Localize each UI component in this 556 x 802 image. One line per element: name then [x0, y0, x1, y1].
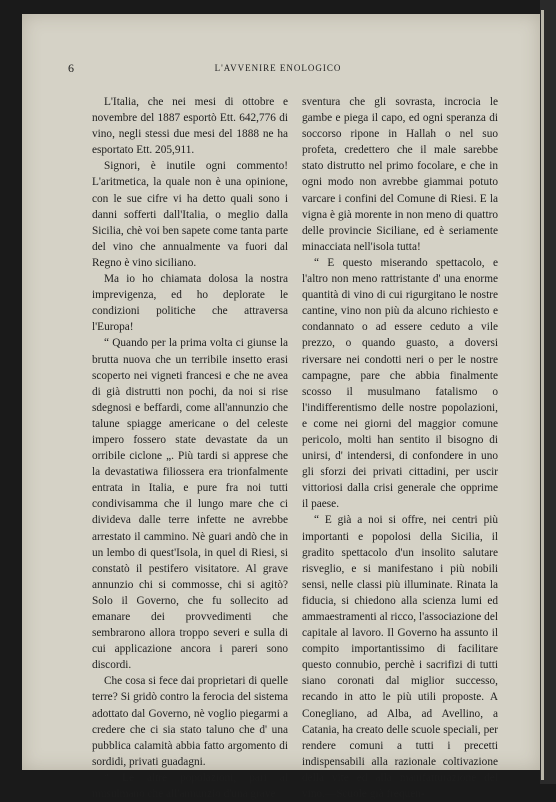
paragraph: Signori, è inutile ogni commento! L'aritmetica, la quale non è una opinione, con le sue cifre vi ha detto quali sono i danni sofferti dall'Italia, o meglio dalla Sicilia, chè voi ben sapete come tanta parte del vino che annualmente va fuori dal Regno è vino siciliano.: [92, 160, 288, 269]
page-edge: [541, 10, 544, 780]
right-column: [302, 94, 498, 802]
page-number: 6: [68, 61, 74, 75]
page-header: [68, 61, 488, 77]
left-column: [92, 94, 288, 802]
paragraph: “ Le altre popolazioni, pari al musulmano che all'annunzio d'una grave: [92, 771, 288, 801]
paragraph: Ma io ho chiamata dolosa la nostra imprevigenza, ed ho deplorate le condizioni politiche che attraversa l'Europa!: [92, 273, 288, 334]
paragraph: sventura che gli sovrasta, incrocia le gambe e piega il capo, ed ogni speranza di soccorso ripone in Hallah o nel suo profeta, credettero che il male sarebbe stato distrutto nel primo focolare, e che in ogni modo non avrebbe giammai potuto varcare i confini del Comune di Riesi. E la vigna è già morente in non meno di quattro delle provincie Siciliane, ed è seriamente minacciata nell'isola tutta!: [302, 96, 498, 253]
paragraph: Che cosa si fece dai proprietari di quelle terre? Si gridò contro la ferocia del sistema adottato dal Governo, nè voglio piegarmi a credere che ci sia stato taluno che d' una pubblica calamità abbia fatto argomento di sordidi, privati guadagni.: [92, 675, 288, 768]
paragraph: “ Quando per la prima volta ci giunse la brutta nuova che un terribile insetto erasi scoperto nei vigneti francesi e che ne avea di già distrutti non pochi, da noi si rise sdegnosi e beffardi, come all'annunzio che talune spiagge americane o del celeste impero fossero state devastate da un orribile ciclone „. Più tardi si apprese che la devastatiwa filiossera era trionfalmente entrata in Italia, e pure fra noi tutti condivisamma che il lungo mare che ci divideva dalle terre infette ne avrebbe arrestato il cammino. Nè guari andò che in un lembo di quest'Isola, in quel di Riesi, si constatò il pestifero visitatore. Al grave annunzio chi si commosse, chi si agitò? Solo il Governo, che fu sollecito ad emanare dei provvedimenti che sembrarono allora troppo severi e sulla di cui applicazione ancora i pareri sono discordi.: [92, 337, 288, 672]
paragraph: “ E questo miserando spettacolo, e l'altro non meno rattristante d' una enorme quantità di vino di cui rigurgitano le nostre cantine, vino non più da alcuno richiesto e condannato o ad essere ceduto a vile prezzo, o quando guasto, a doversi riversare nei condotti neri o per le nostre campagne, pare che abbia finalmente scosso il musulmano fatalismo o l'indifferentismo delle nostre popolazioni, e come nei giorni del maggior comune pericolo, molti han sentito il bisogno di unirsi, d' intendersi, di confondere in uno gli sforzi dei privati cittadini, per uscir vittoriosi dalla crisi generale che opprime il paese.: [302, 256, 498, 511]
paragraph: “ E già a noi si offre, nei centri più importanti e popolosi della Sicilia, il gradito spettacolo d'un insolito salutare risveglio, e si manifestano i più nobili sensi, nelle classi più illuminate. Rinata la fiducia, si chiedono alla scienza lumi ed ammaestramenti al ricco, l'associazione del capitale al lavoro. Il Governo ha assunto il compito importantissimo di facilitare questo connubio, perchè i sacrifizi di tutti siano coronati dal miglior successo, recando in atto le più utili proposte. A Conegliano, ad Alba, ad Avellino, a Catania, ha creato delle scuole speciali, per rendere comuni a tutti i precetti indispensabili alla razionale coltivazione della vite ed alla manifatturazione del vino.—Scuole già frequen-: [302, 514, 498, 801]
running-title: L'AVVENIRE ENOLOGICO: [214, 63, 342, 73]
paragraph: L'Italia, che nei mesi di ottobre e novembre del 1887 esportò Ett. 642,776 di vino, negli stessi due mesi del 1888 ne ha esportato Ett. 205,911.: [92, 96, 288, 157]
